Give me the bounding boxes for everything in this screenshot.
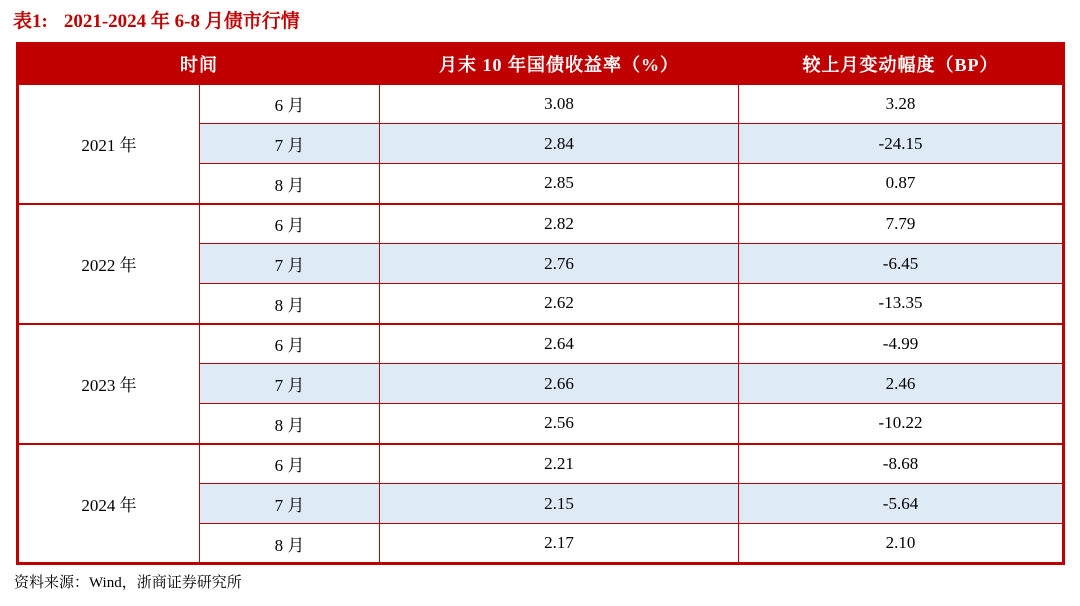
table-row bbox=[18, 324, 1064, 364]
month-cell: 6 月 bbox=[200, 444, 380, 484]
table-title-label: 表1: bbox=[13, 11, 48, 32]
yield-cell: 2.15 bbox=[380, 484, 739, 524]
table-row bbox=[18, 84, 1064, 124]
change-cell: 2.10 bbox=[739, 524, 1064, 564]
col-header-yield: 月末 10 年国债收益率（%） bbox=[380, 44, 739, 84]
change-cell: -13.35 bbox=[739, 284, 1064, 324]
month-cell: 6 月 bbox=[200, 84, 380, 124]
year-cell: 2021 年 bbox=[18, 84, 200, 204]
col-header-change: 较上月变动幅度（BP） bbox=[739, 44, 1064, 84]
month-cell: 8 月 bbox=[200, 284, 380, 324]
change-cell: -5.64 bbox=[739, 484, 1064, 524]
month-cell: 8 月 bbox=[200, 404, 380, 444]
change-cell: 3.28 bbox=[739, 84, 1064, 124]
yield-cell: 2.82 bbox=[380, 204, 739, 244]
change-cell: -24.15 bbox=[739, 124, 1064, 164]
change-cell: 0.87 bbox=[739, 164, 1064, 204]
data-source-note: 资料来源：Wind，浙商证券研究所 bbox=[14, 575, 242, 591]
month-cell: 7 月 bbox=[200, 124, 380, 164]
year-cell: 2024 年 bbox=[18, 444, 200, 564]
month-cell: 7 月 bbox=[200, 484, 380, 524]
year-cell: 2023 年 bbox=[18, 324, 200, 444]
yield-cell: 2.85 bbox=[380, 164, 739, 204]
month-cell: 8 月 bbox=[200, 524, 380, 564]
yield-cell: 2.21 bbox=[380, 444, 739, 484]
yield-cell: 2.62 bbox=[380, 284, 739, 324]
change-cell: -8.68 bbox=[739, 444, 1064, 484]
yield-cell: 2.64 bbox=[380, 324, 739, 364]
change-cell: -6.45 bbox=[739, 244, 1064, 284]
yield-cell: 2.66 bbox=[380, 364, 739, 404]
table-row bbox=[18, 444, 1064, 484]
change-cell: 7.79 bbox=[739, 204, 1064, 244]
header-row bbox=[18, 44, 1064, 84]
month-cell: 7 月 bbox=[200, 244, 380, 284]
yield-cell: 2.76 bbox=[380, 244, 739, 284]
yield-cell: 3.08 bbox=[380, 84, 739, 124]
month-cell: 6 月 bbox=[200, 204, 380, 244]
change-cell: -10.22 bbox=[739, 404, 1064, 444]
table-title-text: 2021-2024 年 6-8 月债市行情 bbox=[63, 11, 300, 32]
table-title bbox=[13, 6, 300, 33]
change-cell: 2.46 bbox=[739, 364, 1064, 404]
month-cell: 7 月 bbox=[200, 364, 380, 404]
bond-market-table bbox=[16, 42, 1065, 565]
table-row bbox=[18, 204, 1064, 244]
yield-cell: 2.17 bbox=[380, 524, 739, 564]
yield-cell: 2.56 bbox=[380, 404, 739, 444]
year-cell: 2022 年 bbox=[18, 204, 200, 324]
month-cell: 6 月 bbox=[200, 324, 380, 364]
yield-cell: 2.84 bbox=[380, 124, 739, 164]
change-cell: -4.99 bbox=[739, 324, 1064, 364]
col-header-time: 时间 bbox=[18, 44, 380, 84]
month-cell: 8 月 bbox=[200, 164, 380, 204]
